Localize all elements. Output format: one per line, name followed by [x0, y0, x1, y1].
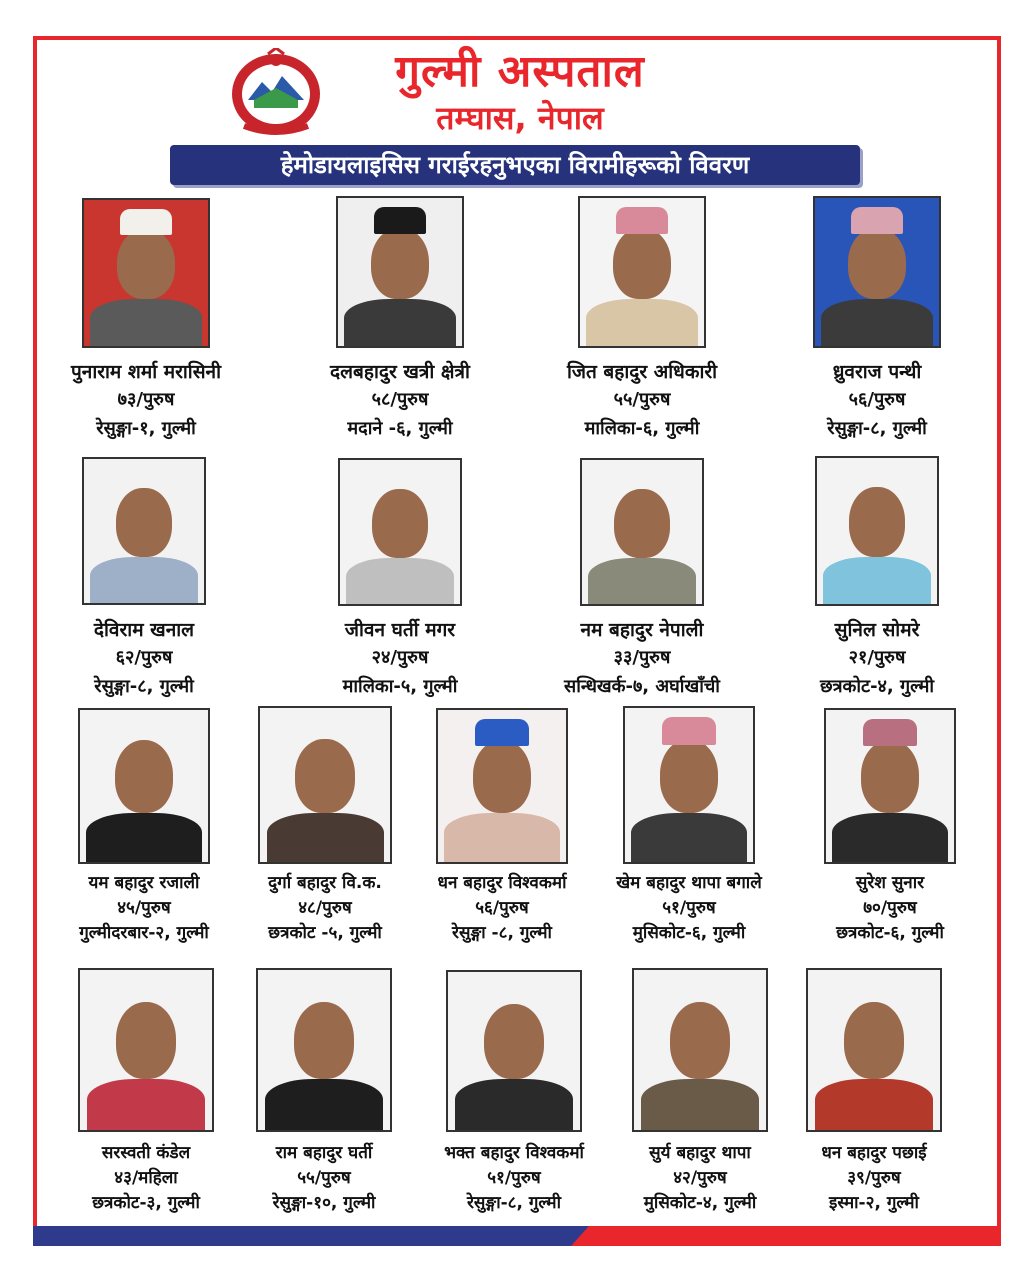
patient-age-gender: ५६/पुरुष	[475, 898, 529, 918]
patient-age-gender: ७३/पुरुष	[117, 389, 175, 410]
patient-card	[564, 458, 720, 706]
patient-photo	[336, 196, 464, 348]
patient-photo-cap	[616, 207, 668, 234]
patient-photo-face	[848, 228, 905, 299]
patient-name: पुनाराम शर्मा मरासिनी	[70, 361, 222, 383]
patient-address: मालिका-६, गुल्मी	[584, 418, 700, 439]
patient-photo-face	[116, 1002, 177, 1079]
patient-photo-face	[484, 1004, 545, 1080]
patient-name: जित बहादुर अधिकारी	[566, 361, 718, 383]
patient-photo	[632, 968, 768, 1132]
patient-name: सुरेश सुनार	[855, 873, 925, 893]
patient-photo-body	[588, 558, 696, 604]
patient-photo-face	[371, 228, 428, 299]
patient-photo-body	[444, 813, 559, 862]
patient-address: छत्रकोट-६, गुल्मी	[836, 923, 944, 943]
patient-photo-face	[372, 489, 427, 558]
patient-address: मुसिकोट-४, गुल्मी	[643, 1193, 757, 1213]
patient-card	[815, 456, 939, 706]
patient-name: सरस्वती कंडेल	[101, 1143, 191, 1163]
patient-name: दुर्गा बहादुर वि.क.	[268, 873, 382, 893]
patient-age-gender: ५१/पुरुष	[662, 898, 716, 918]
patient-photo	[82, 457, 206, 605]
patient-photo	[578, 196, 706, 348]
patient-name: ध्रुवराज पन्थी	[832, 361, 922, 383]
patient-photo-cap	[374, 207, 426, 234]
patient-card	[330, 196, 470, 448]
patient-photo	[78, 968, 214, 1132]
patient-name: देविराम खनाल	[93, 619, 195, 641]
patient-photo-face	[117, 229, 174, 299]
patient-card	[256, 968, 392, 1230]
patient-photo	[82, 198, 210, 348]
patient-age-gender: ५५/पुरुष	[297, 1168, 351, 1188]
patient-photo-body	[265, 1079, 384, 1130]
patient-photo-face	[670, 1002, 731, 1079]
patient-address: रेसुङ्गा-८, गुल्मी	[466, 1193, 561, 1213]
patient-name: नम बहादुर नेपाली	[580, 619, 704, 641]
patient-photo	[806, 968, 942, 1132]
patient-card	[566, 196, 718, 448]
patient-photo-body	[90, 557, 198, 603]
page-banner: हेमोडायलाइसिस गराईरहनुभएका विरामीहरूको विवरण	[170, 145, 860, 185]
patient-name: दलबहादुर खत्री क्षेत्री	[330, 361, 470, 383]
patient-photo-face	[116, 488, 171, 557]
patient-name: खेम बहादुर थापा बगाले	[616, 873, 762, 893]
patient-address: रेसुङ्गा -८, गुल्मी	[452, 923, 552, 943]
patient-address: छत्रकोट-३, गुल्मी	[92, 1193, 200, 1213]
patient-photo	[338, 458, 462, 606]
patient-photo	[258, 706, 392, 864]
patient-photo-body	[346, 558, 454, 604]
patient-photo	[78, 708, 210, 864]
patient-photo-body	[641, 1079, 760, 1130]
patient-card	[824, 708, 956, 960]
patient-photo-face	[295, 739, 355, 813]
patient-name: राम बहादुर घर्ती	[275, 1143, 373, 1163]
patient-photo-face	[613, 228, 670, 299]
patient-card	[78, 968, 214, 1230]
patient-address: रेसुङ्गा-८, गुल्मी	[827, 418, 927, 439]
patient-address: छत्रकोट-४, गुल्मी	[819, 676, 935, 697]
patient-photo-body	[832, 813, 947, 862]
patient-photo-face	[849, 487, 904, 557]
patient-name: यम बहादुर रजाली	[88, 873, 200, 893]
patient-age-gender: ५८/पुरुष	[371, 389, 429, 410]
patient-card	[806, 968, 942, 1230]
patient-age-gender: ७०/पुरुष	[863, 898, 917, 918]
patient-age-gender: ५५/पुरुष	[613, 389, 671, 410]
footer-bar-red	[571, 1226, 1001, 1246]
patient-address: छत्रकोट -५, गुल्मी	[268, 923, 382, 943]
patient-address: मुसिकोट-६, गुल्मी	[632, 923, 746, 943]
patient-photo-body	[87, 1079, 206, 1130]
patient-card	[258, 706, 392, 960]
patient-card	[632, 968, 768, 1230]
patient-age-gender: २१/पुरुष	[848, 647, 906, 668]
patient-photo-body	[267, 813, 384, 862]
patient-photo-body	[821, 299, 933, 346]
patient-card	[616, 706, 762, 960]
patient-name: भक्त बहादुर विश्वकर्मा	[444, 1143, 584, 1163]
patient-photo	[623, 706, 755, 864]
patient-address: इस्मा-२, गुल्मी	[829, 1193, 919, 1213]
hospital-location: तम्घास, नेपाल	[436, 99, 604, 137]
patient-age-gender: ६२/पुरुष	[115, 647, 173, 668]
patient-photo	[813, 196, 941, 348]
patient-photo-body	[344, 299, 456, 346]
patient-age-gender: ५१/पुरुष	[487, 1168, 541, 1188]
patient-photo-body	[86, 813, 201, 862]
patient-age-gender: ३३/पुरुष	[613, 647, 671, 668]
patient-photo	[824, 708, 956, 864]
patient-name: सुनिल सोमरे	[834, 619, 920, 641]
nepal-emblem-icon	[228, 48, 324, 138]
patient-age-gender: ४५/पुरुष	[117, 898, 171, 918]
patient-age-gender: ५६/पुरुष	[848, 389, 906, 410]
patient-photo	[580, 458, 704, 606]
patient-name: सुर्य बहादुर थापा	[649, 1143, 751, 1163]
patient-card	[338, 458, 462, 706]
patient-address: रेसुङ्गा-१, गुल्मी	[96, 418, 196, 439]
patient-card	[436, 708, 568, 960]
patient-address: रेसुङ्गा-१०, गुल्मी	[272, 1193, 376, 1213]
patient-address: मदाने -६, गुल्मी	[347, 418, 453, 439]
patient-photo-cap	[475, 719, 529, 746]
patient-name: धन बहादुर विश्वकर्मा	[437, 873, 567, 893]
patient-photo-face	[115, 740, 174, 813]
patient-photo	[436, 708, 568, 864]
patient-card	[70, 198, 222, 448]
patient-age-gender: ४८/पुरुष	[298, 898, 352, 918]
patient-photo-body	[586, 299, 698, 346]
patient-address: गुल्मीदरबार-२, गुल्मी	[79, 923, 209, 943]
patient-photo-body	[631, 813, 746, 862]
patient-card	[813, 196, 941, 448]
patient-photo-cap	[120, 209, 172, 235]
footer-bar	[33, 1226, 1001, 1246]
patient-age-gender: ३९/पुरुष	[847, 1168, 901, 1188]
patient-age-gender: ४३/महिला	[114, 1168, 178, 1188]
patient-photo-face	[473, 740, 532, 813]
patient-photo	[446, 970, 582, 1132]
hospital-title: गुल्मी अस्पताल	[395, 46, 645, 97]
patient-card	[446, 970, 582, 1230]
patient-name: धन बहादुर पछाई	[821, 1143, 927, 1163]
patient-address: रेसुङ्गा-८, गुल्मी	[94, 676, 194, 697]
patient-card	[78, 708, 210, 960]
patient-photo-body	[823, 557, 931, 604]
patient-age-gender: ४२/पुरुष	[673, 1168, 727, 1188]
patient-photo-cap	[851, 207, 903, 234]
patient-address: सन्धिखर्क-७, अर्घाखाँची	[564, 676, 720, 697]
patient-photo	[815, 456, 939, 606]
patient-card	[82, 457, 206, 706]
patient-photo-face	[660, 739, 719, 813]
patient-photo-cap	[662, 717, 716, 745]
patient-photo	[256, 968, 392, 1132]
patient-photo-cap	[863, 719, 917, 746]
patient-photo-face	[614, 489, 669, 558]
patient-age-gender: २४/पुरुष	[371, 647, 429, 668]
patient-photo-body	[815, 1079, 934, 1130]
patient-address: मालिका-५, गुल्मी	[342, 676, 458, 697]
patient-photo-face	[294, 1002, 355, 1079]
patient-photo-face	[844, 1002, 905, 1079]
patient-name: जीवन घर्ती मगर	[344, 619, 456, 641]
patient-photo-body	[455, 1079, 574, 1130]
patient-photo-face	[861, 740, 920, 813]
patient-photo-body	[90, 299, 202, 346]
